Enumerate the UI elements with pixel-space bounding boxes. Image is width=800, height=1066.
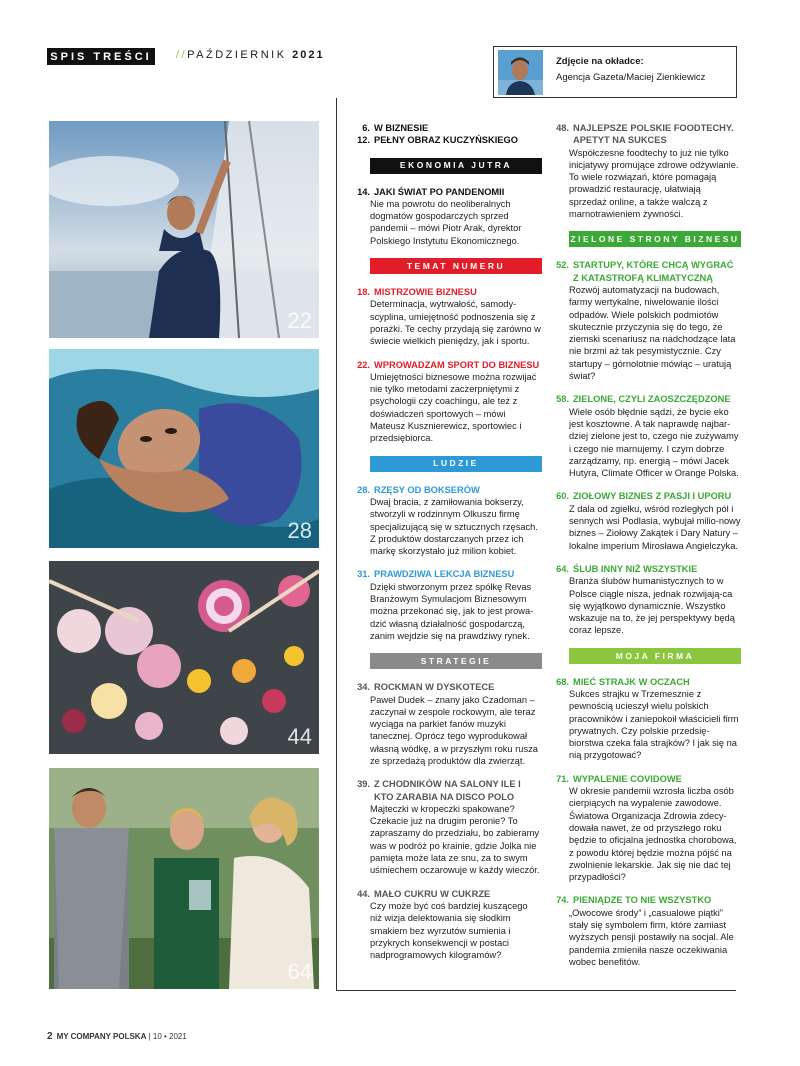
toc-page-number: 18. <box>357 287 370 298</box>
toc-entry[interactable] <box>352 888 542 962</box>
toc-entry-title <box>352 359 542 371</box>
toc-page-number: 39. <box>357 779 370 790</box>
photo-page-number: 44 <box>287 724 312 749</box>
photo-swimmer <box>49 349 319 548</box>
toc-title-text: MAŁO CUKRU W CUKRZE <box>374 888 491 899</box>
toc-title-text: MISTRZOWIE BIZNESU <box>374 287 477 298</box>
divider-horizontal <box>336 990 736 991</box>
section-tag: EKONOMIA JUTRA <box>370 158 542 174</box>
magazine-name: MY COMPANY POLSKA <box>56 1032 147 1041</box>
section-tag: ZIELONE STRONY BIZNESU <box>569 231 741 247</box>
toc-page-number: 71. <box>556 773 569 784</box>
toc-title-text: WPROWADZAM SPORT DO BIZNESU <box>374 359 540 370</box>
toc-title-text: STARTUPY, KTÓRE CHCĄ WYGRAĆ Z KATASTROFĄ KLIMATYCZNĄ <box>573 260 734 283</box>
toc-entry-title <box>352 888 542 900</box>
toc-entry-title <box>551 122 741 147</box>
section-tag: MOJA FIRMA <box>569 648 741 664</box>
toc-title-text: PRAWDZIWA LEKCJA BIZNESU <box>374 569 515 580</box>
issue-month: PAŹDZIERNIK <box>187 49 293 61</box>
toc-page-number: 52. <box>556 260 569 271</box>
toc-entry[interactable] <box>352 134 542 146</box>
toc-entry[interactable] <box>551 894 741 968</box>
toc-right-column <box>551 122 741 979</box>
toc-entry-title <box>352 286 542 298</box>
toc-description: Czy może być coś bardziej kuszącego niż wizja delektowania się słodkim smakiem bez wyrzutów sumienia i przykrych konsekwencji w postaci nadprogramowych kilogramów? <box>370 900 528 961</box>
toc-entry[interactable] <box>551 259 741 382</box>
toc-title-text: ZIELONE, CZYLI ZAOSZCZĘDZONE <box>573 394 731 405</box>
toc-title-text: MIEĆ STRAJK W OCZACH <box>573 676 690 687</box>
toc-left-column <box>352 122 542 972</box>
toc-entry-title <box>352 681 542 693</box>
toc-entry-title <box>551 490 741 502</box>
toc-page-number: 31. <box>357 569 370 580</box>
toc-entry[interactable] <box>352 484 542 558</box>
toc-entry[interactable] <box>352 122 542 134</box>
photo-page-number: 22 <box>287 308 312 333</box>
toc-page-number: 64. <box>556 563 569 574</box>
toc-title-text: ŚLUB INNY NIŻ WSZYSTKIE <box>573 563 698 574</box>
photo-wedding <box>49 768 319 989</box>
toc-entry[interactable] <box>352 359 542 445</box>
toc-description: Współczesne foodtechy to już nie tylko inicjatywy promujące zdrowe odżywianie. To wiele rozwiązań, które pomagają prowadzić restaurację, ułatwiają sprzedaż online, a także walczą z marnotrawieniem żywności. <box>569 147 739 220</box>
toc-page-number: 48. <box>556 123 569 133</box>
section-tag: LUDZIE <box>370 456 542 472</box>
toc-page-number: 28. <box>357 484 370 495</box>
toc-description: Determinacja, wytrwałość, samody-scyplina, umiejętność podnoszenia się z porażki. Te cechy przydają się zarówno w świecie wielkich pieniędzy, jak i sportu. <box>370 299 541 347</box>
toc-entry-title <box>352 568 542 580</box>
toc-title-text: W BIZNESIE <box>374 123 429 133</box>
toc-page-number: 14. <box>357 186 370 197</box>
toc-title-text: Z CHODNIKÓW NA SALONY ILE I KTO ZARABIA NA DISCO POLO <box>374 779 521 802</box>
page-footer <box>47 1031 187 1042</box>
toc-description: Z dala od zgiełku, wśród rozległych pól i sennych wsi Podlasia, wybujał milio-nowy biznes – Ziołowy Zakątek i Dary Natury – lokalne imperium Mirosława Angielczyka. <box>569 503 741 551</box>
toc-description: „Owocowe środy” i „casualowe piątki” stały się symbolem firm, które zamiast wyższych pensji postawiły na socjal. Ale pandemia zmieniła nasze oczekiwania wobec benefitów. <box>569 907 734 967</box>
toc-page-number: 22. <box>357 359 370 370</box>
toc-entry-title <box>551 894 741 906</box>
toc-entry[interactable] <box>551 676 741 762</box>
toc-description: Umiejętności biznesowe można rozwijać nie tylko metodami zaczerpniętymi z psychologii czy coachingu, ale też z doświadczeń sportowych – mówi Mateusz Kusznierewicz, sportowiec i przedsiębiorca. <box>370 371 537 444</box>
toc-entry[interactable] <box>551 122 741 220</box>
issue-year: 2021 <box>292 49 325 61</box>
section-tag: TEMAT NUMERU <box>370 258 542 274</box>
toc-description: Sukces strajku w Trzemesznie z pewnością ucieszył wielu polskich pracowników i zaniepokoił właścicieli firm prywatnych. Czy polskie przedsię-biorstwa czeka fala strajków? I jak się na nią przygotować? <box>569 688 739 761</box>
toc-title-text: ROCKMAN W DYSKOTECE <box>374 682 495 693</box>
photo-page-number: 64 <box>287 959 312 984</box>
toc-title-text: PIENIĄDZE TO NIE WSZYSTKO <box>573 895 712 906</box>
toc-entry-title <box>551 259 741 284</box>
toc-entry[interactable] <box>551 490 741 551</box>
toc-entry[interactable] <box>352 681 542 767</box>
toc-entry-title <box>352 134 542 146</box>
toc-entry[interactable] <box>352 568 542 642</box>
toc-entry-title <box>352 122 542 134</box>
toc-entry-title <box>551 393 741 405</box>
toc-title-text: NAJLEPSZE POLSKIE FOODTECHY. APETYT NA SUKCES <box>573 123 734 146</box>
photo-candies <box>49 561 319 754</box>
issue-info: | 10 • 2021 <box>146 1032 187 1041</box>
toc-title-text: PEŁNY OBRAZ KUCZYŃSKIEGO <box>374 135 518 146</box>
toc-entry-title <box>551 773 741 785</box>
issue-date <box>176 49 325 61</box>
toc-description: Dwaj bracia, z zamiłowania bokserzy, stworzyli w rodzinnym Olkuszu firmę specjalizującą się w sztucznych rzęsach. Z produktów dostarczanych przez ich markę skorzystało już milion kobiet. <box>370 496 538 557</box>
section-tag: STRATEGIE <box>370 653 542 669</box>
toc-entry[interactable] <box>551 563 741 637</box>
section-label: SPIS TREŚCI <box>47 48 155 65</box>
cover-thumbnail <box>498 50 543 95</box>
toc-entry-title <box>352 778 542 803</box>
page-number: 2 <box>47 1031 53 1042</box>
cover-title: Zdjęcie na okładce: <box>556 56 644 67</box>
toc-page-number: 6. <box>362 123 370 133</box>
cover-credit: Agencja Gazeta/Maciej Zienkiewicz <box>556 72 706 83</box>
toc-title-text: RZĘSY OD BOKSERÓW <box>374 484 480 495</box>
toc-entry[interactable] <box>352 778 542 876</box>
slashes: // <box>176 49 188 61</box>
toc-entry[interactable] <box>551 773 741 884</box>
toc-title-text: WYPALENIE COVIDOWE <box>573 773 682 784</box>
toc-page-number: 44. <box>357 888 370 899</box>
toc-page-number: 68. <box>556 676 569 687</box>
toc-description: Nie ma powrotu do neoliberalnych dogmatów gospodarczych sprzed pandemii – mówi Piotr Arak, dyrektor Polskiego Instytutu Ekonomicznego. <box>370 198 522 246</box>
toc-description: Paweł Dudek – znany jako Czadoman – zaczynał w zespole rockowym, ale teraz wyciąga na parkiet fanów muzyki tanecznej. Oprócz tego wyprodukował własną wódkę, a w przyszłym roku rusza ze sprzedażą produktów dla zwierząt. <box>370 694 538 766</box>
toc-entry-title <box>551 676 741 688</box>
toc-entry[interactable] <box>352 286 542 347</box>
toc-title-text: ZIOŁOWY BIZNES Z PASJI I UPORU <box>573 491 732 502</box>
toc-entry-title <box>551 563 741 575</box>
toc-description: W okresie pandemii wzrosła liczba osób cierpiących na wypalenie zawodowe. Światowa Organizacja Zdrowia zdecy-dowała nawet, że od przyszłego roku będzie to oficjalna jednostka chorobowa, z powodu której będzie można pójść na zwolnienie lekarskie. Jak się nie dać tej przypadłości? <box>569 786 737 883</box>
photo-page-number: 28 <box>287 518 312 543</box>
toc-page-number: 34. <box>357 682 370 693</box>
toc-entry-title <box>352 484 542 496</box>
toc-description: Branża ślubów humanistycznych to w Polsce ciągle nisza, jednak rozwijają-ca się wyjątkowo dynamicznie. Wszystko wskazuje na to, że jej perspektywy będą coraz lepsze. <box>569 576 735 636</box>
toc-description: Majteczki w kropeczki spakowane? Czekacie już na drugim peronie? To zapraszamy do przedziału, bo zabieramy was w podróż po krainie, gdzie Jolka nie pamięta może lata ze snu, za to swym uśmiechem oczarowuje w każdy wieczór. <box>370 803 540 876</box>
toc-description: Dzięki stworzonym przez spółkę Revas Branżowym Symulacjom Biznesowym można przekonać się, jak to jest prowa-dzić własną działalność gospodarczą, zanim wejdzie się na prawdziwy rynek. <box>370 581 534 641</box>
toc-page-number: 74. <box>556 895 569 906</box>
toc-description: Rozwój automatyzacji na budowach, farmy wertykalne, niwelowanie ilości odpadów. Wiele polskich podmiotów skutecznie przyczynia się do tego, że ziemski scenariusz na nadchodzące lata nie brzmi aż tak pesymistycznie. Czy startupy – górnolotnie mówiąc – uratują świat? <box>569 284 736 382</box>
photo-sailing <box>49 121 319 338</box>
toc-entry[interactable] <box>352 186 542 247</box>
toc-page-number: 58. <box>556 394 569 405</box>
toc-page-number: 12. <box>357 135 370 146</box>
cover-credit-box <box>493 46 737 98</box>
toc-page-number: 60. <box>556 491 569 502</box>
toc-entry-title <box>352 186 542 198</box>
toc-description: Wiele osób błędnie sądzi, że bycie eko jest kosztowne. A tak naprawdę najbar-dziej zielone jest to, czego nie zużywamy i czego nie marnujemy. I czym dobrze zarządzamy, np. energią – mówi Jacek Hutyra, Climate Officer w Orange Polska. <box>569 406 739 479</box>
toc-entry[interactable] <box>551 393 741 479</box>
toc-title-text: JAKI ŚWIAT PO PANDENOMII <box>374 186 505 197</box>
divider-vertical <box>336 98 337 991</box>
